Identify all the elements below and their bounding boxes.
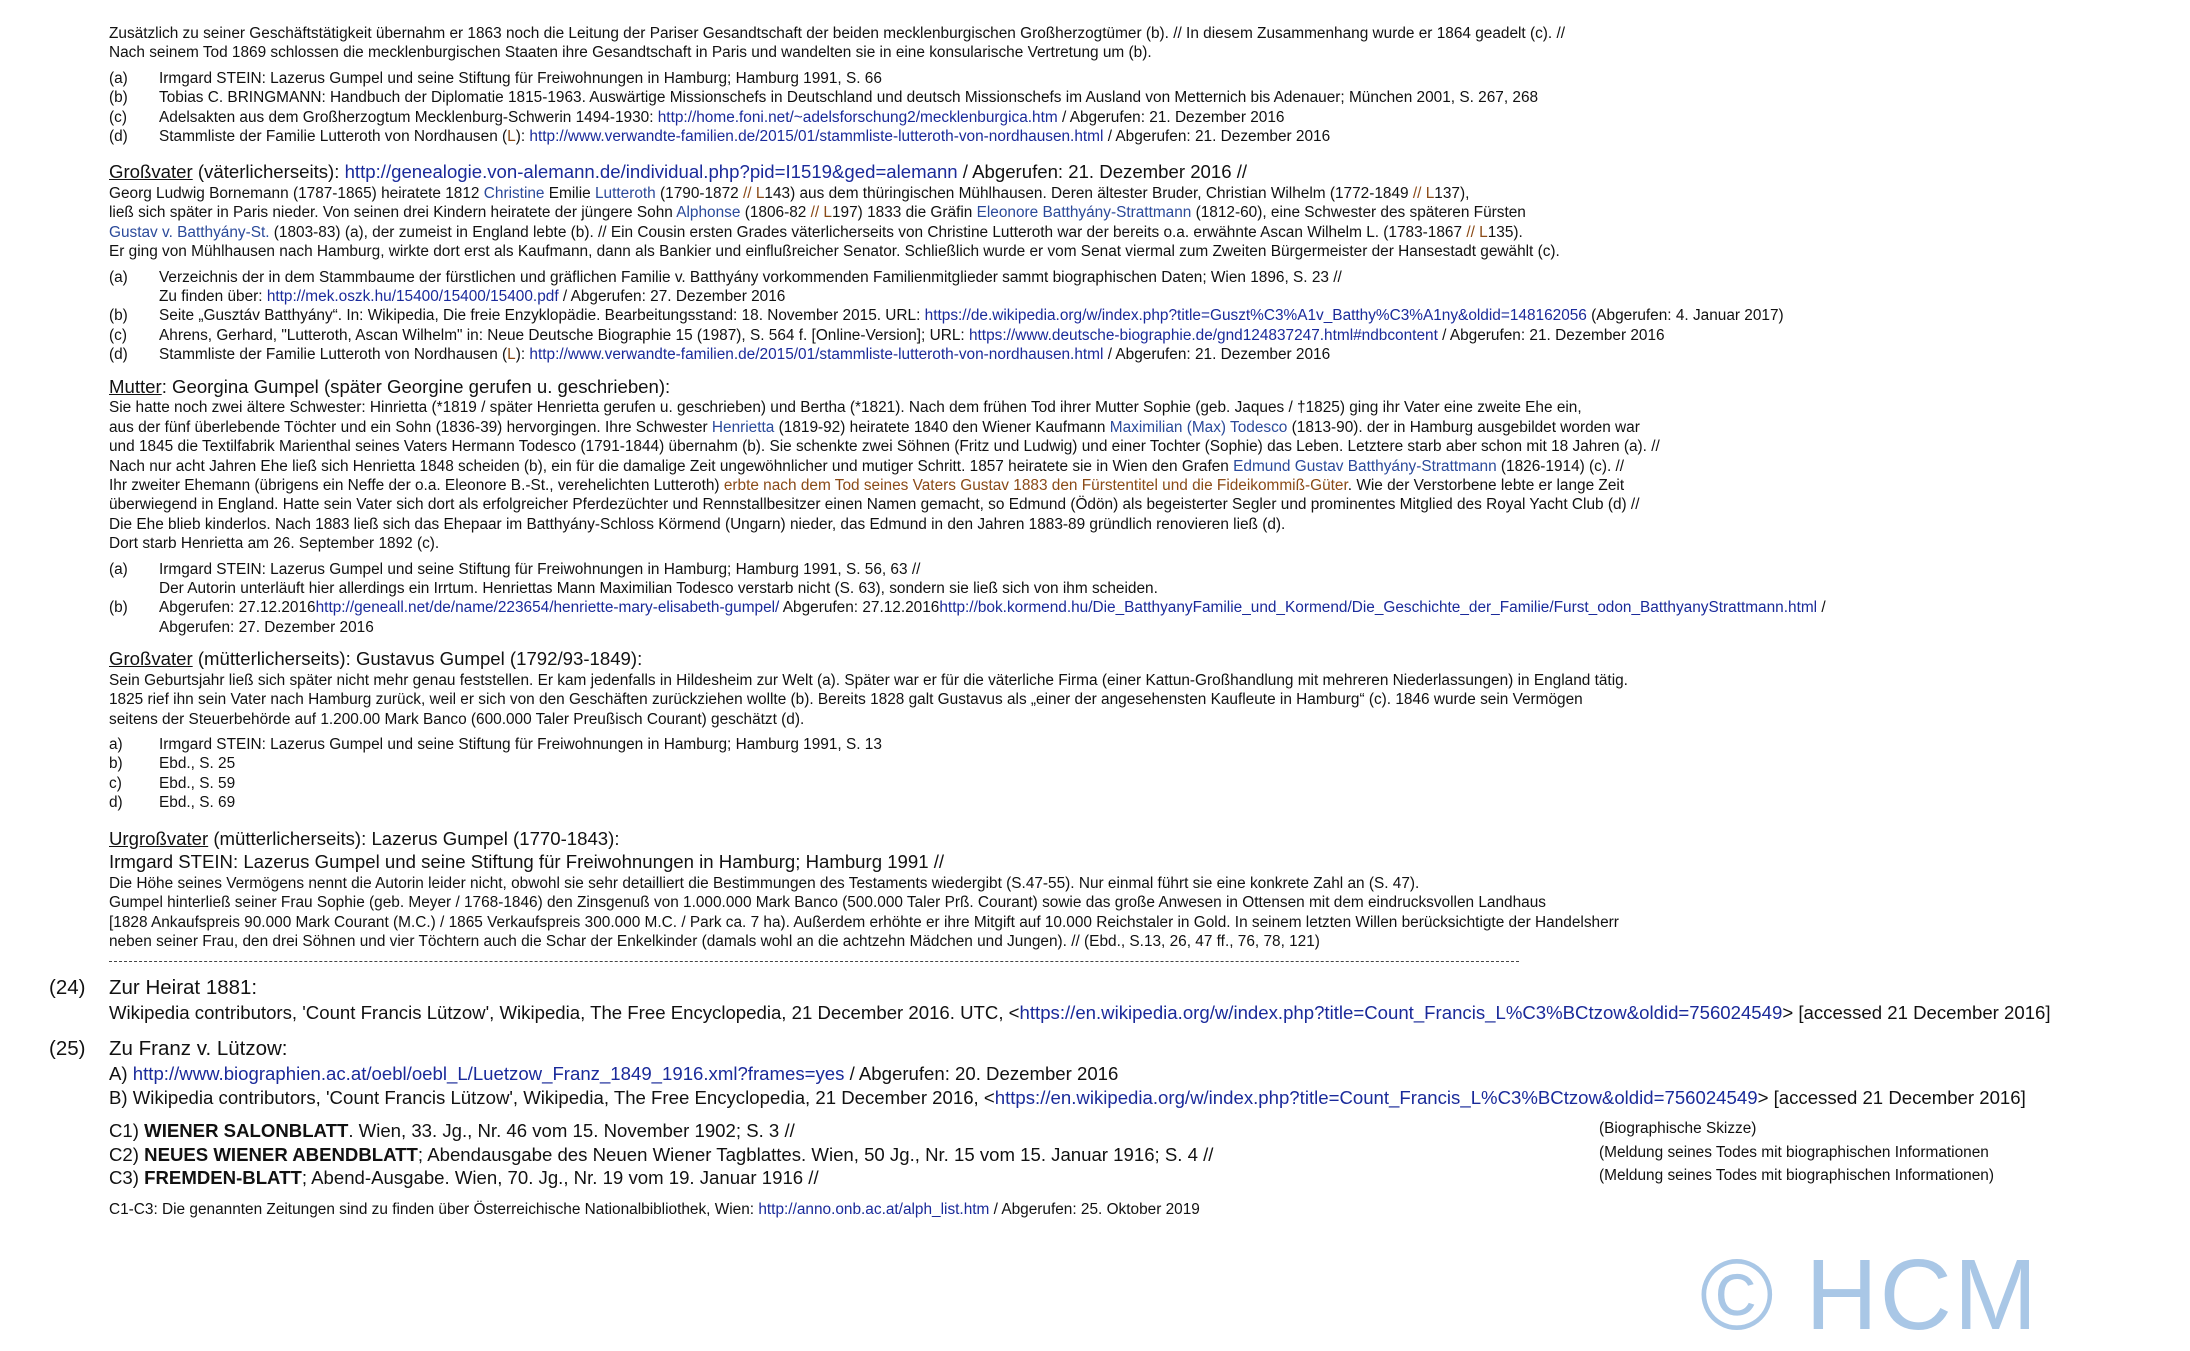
section-heading-grossvater-muetterlich: Großvater (mütterlicherseits): Gustavus Gumpel (1792/93-1849): (109, 648, 643, 670)
intro-paragraph (109, 24, 2179, 63)
citation-note: (Meldung seines Todes mit biographischen Informationen) (1599, 1167, 1994, 1185)
reference-item: b) Ebd., S. 25 (109, 755, 236, 773)
section-title: Zur Heirat 1881: (109, 976, 258, 1000)
reference-link[interactable]: http://home.foni.net/~adelsforschung2/mecklenburgica.htm (657, 108, 1058, 126)
genealogy-link[interactable]: http://genealogie.von-alemann.de/individual.php?pid=I1519&ged=alemann (344, 161, 958, 183)
section-heading-urgrossvater: Urgroßvater (mütterlicherseits): Lazerus Gumpel (1770-1843): (109, 827, 620, 849)
reference-item: (d) Stammliste der Familie Lutteroth von Nordhausen (L): http://www.verwandte-familien.de/2015/01/stammliste-lutteroth-von-nordhausen.html / Abgerufen: 21. Dezember 2016 (109, 128, 1331, 146)
person-link[interactable]: Maximilian (Max) Todesco (1109, 418, 1288, 436)
section-25 (49, 1035, 2179, 1062)
intro-line: Zusätzlich zu seiner Geschäftstätigkeit übernahm er 1863 noch die Leitung der Pariser Gesandtschaft der beiden mecklenburgischen Großherzogtümer (b). // In diesem Zusammenhang wurde er 1864 geadelt (c). // (109, 25, 1566, 42)
wikipedia-link[interactable]: https://en.wikipedia.org/w/index.php?title=Count_Francis_L%C3%BCtzow&oldid=756024549 (1019, 1002, 1783, 1024)
section-24-citation: Wikipedia contributors, 'Count Francis Lützow', Wikipedia, The Free Encyclopedia, 21 December 2016. UTC, <https://en.wikipedia.org/w/index.php?title=Count_Francis_L%C3%BCtzow&oldid=756024549> [accessed 21 December 2016] (109, 1002, 2051, 1024)
reference-link[interactable]: http://bok.kormend.hu/Die_BatthyanyFamilie_und_Kormend/Die_Geschichte_der_Familie/Furst_odon_BatthyanyStrattmann.html (939, 599, 1818, 617)
mutter-references: (a) Irmgard STEIN: Lazerus Gumpel und seine Stiftung für Freiwohnungen in Hamburg; Hamburg 1991, S. 56, 63 // Der Autorin unterläuft hier allerdings ein Irrtum. Henriettas Mann Maximilian Todesco verstarb nicht (S. 63), sondern sie ließ sich von ihm scheiden. (b) Abgerufen: 27.12.2016http://geneall.net/de/name/223654/henriette-mary-elisabeth-gumpel/ Abgerufen: 27.12.2016http://bok.kormend.hu/Die_BatthyanyFamilie_und_Kormend/Die_Geschichte_der_Familie/Furst_odon_BatthyanyStrattmann.html / Abgerufen: 27. Dezember 2016 (109, 560, 2179, 638)
reference-item: (a) Irmgard STEIN: Lazerus Gumpel und seine Stiftung für Freiwohnungen in Hamburg; Hamburg 1991, S. 56, 63 // (109, 560, 921, 578)
reference-link[interactable]: http://mek.oszk.hu/15400/15400/15400.pdf (266, 288, 559, 306)
reference-item: (c) Ahrens, Gerhard, "Lutteroth, Ascan Wilhelm" in: Neue Deutsche Biographie 15 (1987), S. 564 f. [Online-Version]; URL: https://www.deutsche-biographie.de/gnd124837247.html#ndbcontent / Abgerufen: 21. Dezember 2016 (109, 326, 1665, 344)
reference-link[interactable]: http://www.verwandte-familien.de/2015/01/stammliste-lutteroth-von-nordhausen.html (529, 128, 1104, 146)
reference-item: c) Ebd., S. 59 (109, 774, 236, 792)
intro-line: Nach seinem Tod 1869 schlossen die mecklenburgischen Staaten ihre Gesandtschaft in Paris und wandelten sie in eine konsularische Vertretung um (b). (109, 44, 1152, 62)
copyright-watermark: © HCM (1700, 1239, 2040, 1351)
reference-item: (c) Adelsakten aus dem Großherzogtum Mecklenburg-Schwerin 1494-1930: http://home.foni.net/~adelsforschung2/mecklenburgica.htm / Abgerufen: 21. Dezember 2016 (109, 108, 1285, 126)
person-link[interactable]: Edmund Gustav Batthyány-Strattmann (1233, 457, 1497, 475)
reference-link[interactable]: https://de.wikipedia.org/w/index.php?title=Guszt%C3%A1v_Batthy%C3%A1ny&oldid=148162056 (924, 307, 1587, 325)
newspaper-citation: C3) FREMDEN-BLATT; Abend-Ausgabe. Wien, 70. Jg., Nr. 19 vom 19. Januar 1916 // (Meldung seines Todes mit biographischen Informationen) (109, 1167, 1994, 1189)
document-page (49, 24, 2179, 1219)
section-heading-mutter: Mutter: Georgina Gumpel (später Georgine gerufen u. geschrieben): (109, 375, 671, 397)
reference-item: a) Irmgard STEIN: Lazerus Gumpel und seine Stiftung für Freiwohnungen in Hamburg; Hamburg 1991, S. 13 (109, 735, 882, 753)
reference-item: (b) Seite „Gusztáv Batthyány“. In: Wikipedia, Die freie Enzyklopädie. Bearbeitungsstand: 18. November 2015. URL: https://de.wikipedia.org/w/index.php?title=Guszt%C3%A1v_Batthy%C3%A1ny&oldid=148162056 (Abgerufen: 4. Januar 2017) (109, 307, 1784, 325)
person-link[interactable]: Henrietta (711, 418, 775, 436)
dashed-separator (109, 961, 1519, 962)
mutter-text: Sie hatte noch zwei ältere Schwester: Hinrietta (*1819 / später Henrietta gerufen u. geschrieben) und Bertha (*1821). Nach dem frühen Tod ihrer Mutter Sophie (geb. Jaques / †1825) ging ihr Vater eine zweite Ehe ein, aus der fünf überlebende Töchter und ein Sohn (1836-39) hervorgingen. Ihre Schwester Henrietta (1819-92) heiratete 1840 den Wiener Kaufmann Maximilian (Max) Todesco (1813-90). der in Hamburg ausgebildet worden war und 1845 die Textilfabrik Marienthal seines Vaters Hermann Todesco (1791-1844) übernahm (b). Sie schenkte zwei Söhnen (Fritz und Ludwig) und einer Tochter (Sophie) das Leben. Letztere starb aber schon mit 18 Jahren (a). // Nach nur acht Jahren Ehe ließ sich Henrietta 1848 scheiden (b), ein für die damalige Zeit ungewöhnlicher und mutiger Schritt. 1857 heiratete sie in Wien den Grafen Edmund Gustav Batthyány-Strattmann (1826-1914) (c). // Ihr zweiter Ehemann (übrigens ein Neffe der o.a. Eleonore B.-St., verehelichten Lutteroth) erbte nach dem Tod seines Vaters Gustav 1883 den Fürstentitel und die Fideikommiß-Güter. Wie der Verstorbene lebte er lange Zeit überwiegend in England. Hatte sein Vater sich dort als erfolgreicher Pferdezüchter und Rennstallbesitzer einen Namen gemacht, so Edmund (Ödön) als begeisterter Segler und prominentes Mitglied des Royal Yacht Club (d) // Die Ehe blieb kinderlos. Nach 1883 ließ sich das Ehepaar im Batthyány-Schloss Körmend (Ungarn) nieder, das Edmund in den Jahren 1883-89 gründlich renovieren ließ (d). Dort starb Henrietta am 26. September 1892 (c). (109, 399, 1660, 553)
newspaper-citation: C2) NEUES WIENER ABENDBLATT; Abendausgabe des Neuen Wiener Tagblattes. Wien, 50 Jg., Nr. 15 vom 15. Januar 1916; S. 4 // (Meldung seines Todes mit biographischen Informationen (109, 1143, 1989, 1165)
grossvater-vaeterlich-text: Georg Ludwig Bornemann (1787-1865) heiratete 1812 Christine Emilie Lutteroth (1790-1872 // L143) aus dem thüringischen Mühlhausen. Deren ältester Bruder, Christian Wilhelm (1772-1849 // L137), ließ sich später in Paris nieder. Von seinen drei Kindern heiratete der jüngere Sohn Alphonse (1806-82 // L197) 1833 die Gräfin Eleonore Batthyány-Strattmann (1812-60), eine Schwester des späteren Fürsten Gustav v. Batthyány-St. (1803-83) (a), der zumeist in England lebte (b). // Ein Cousin ersten Grades väterlicherseits von Christine Lutteroth war der bereits o.a. erwähnte Ascan Wilhelm L. (1783-1867 // L135). Er ging von Mühlhausen nach Hamburg, wirkte dort erst als Kaufmann, dann als Bankier und einflußreicher Senator. Schließlich wurde er vom Senat viermal zum Zweiten Bürgermeister der Hansestadt gewählt (c). (109, 185, 1560, 261)
person-link[interactable]: Alphonse (676, 204, 741, 222)
reference-link[interactable]: http://www.verwandte-familien.de/2015/01/stammliste-lutteroth-von-nordhausen.html (529, 346, 1104, 364)
section-24 (49, 974, 2179, 1001)
section-number: (25) (49, 1037, 86, 1060)
reference-item: (a) Verzeichnis der in dem Stammbaume der fürstlichen und gräflichen Familie v. Batthyány vorkommenden Familienmitglieder sammt biographischen Daten; Wien 1896, S. 23 // (109, 268, 1342, 286)
citation-note: (Meldung seines Todes mit biographischen Informationen (1599, 1143, 1989, 1161)
reference-item: d) Ebd., S. 69 (109, 794, 236, 812)
person-link[interactable]: Christine (483, 185, 545, 203)
section-title: Zu Franz v. Lützow: (109, 1037, 288, 1060)
person-link[interactable]: Gustav v. Batthyány-St. (109, 223, 270, 241)
section-number: (24) (49, 976, 86, 1000)
urgrossvater-source: Irmgard STEIN: Lazerus Gumpel und seine Stiftung für Freiwohnungen in Hamburg; Hamburg 1991 // (109, 851, 945, 873)
grossvater-muetterlich-references (109, 735, 2179, 813)
reference-link[interactable]: https://www.deutsche-biographie.de/gnd124837247.html#ndbcontent (968, 326, 1438, 344)
grossvater-vaeterlich-references: (a) Verzeichnis der in dem Stammbaume der fürstlichen und gräflichen Familie v. Batthyány vorkommenden Familienmitglieder sammt biographischen Daten; Wien 1896, S. 23 // Zu finden über: http://mek.oszk.hu/15400/15400/15400.pdf / Abgerufen: 27. Dezember 2016 (b) Seite „Gusztáv Batthyány“. In: Wikipedia, Die freie Enzyklopädie. Bearbeitungsstand: 18. November 2015. URL: https://de.wikipedia.org/w/index.php?title=Guszt%C3%A1v_Batthy%C3%A1ny&oldid=148162056 (Abgerufen: 4. Januar 2017) (c) Ahrens, Gerhard, "Lutteroth, Ascan Wilhelm" in: Neue Deutsche Biographie 15 (1987), S. 564 f. [Online-Version]; URL: https://www.deutsche-biographie.de/gnd124837247.html#ndbcontent / Abgerufen: 21. Dezember 2016 (d) Stammliste der Familie Lutteroth von Nordhausen (L): http://www.verwandte-familien.de/2015/01/stammliste-lutteroth-von-nordhausen.html / Abgerufen: 21. Dezember 2016 (109, 268, 2179, 365)
person-link[interactable]: Eleonore Batthyány-Strattmann (976, 204, 1192, 222)
newspaper-source-note: C1-C3: Die genannten Zeitungen sind zu finden über Österreichische Nationalbibliothek, Wien: http://anno.onb.ac.at/alph_list.htm / Abgerufen: 25. Oktober 2019 (109, 1200, 1200, 1218)
reference-item: (a) Irmgard STEIN: Lazerus Gumpel und seine Stiftung für Freiwohnungen in Hamburg; Hamburg 1991, S. 66 (109, 69, 882, 87)
citation-note: (Biographische Skizze) (1599, 1120, 1757, 1138)
reference-item: (b) Tobias C. BRINGMANN: Handbuch der Diplomatie 1815-1963. Auswärtige Missionschefs in Deutschland und deutsch Missionschefs im Ausland von Metternich bis Adenauer; München 2001, S. 267, 268 (109, 89, 1539, 107)
intro-references (109, 69, 2179, 147)
person-link[interactable]: Lutteroth (594, 185, 656, 203)
reference-item: (d) Stammliste der Familie Lutteroth von Nordhausen (L): http://www.verwandte-familien.de/2015/01/stammliste-lutteroth-von-nordhausen.html / Abgerufen: 21. Dezember 2016 (109, 346, 1331, 364)
reference-item: (b) Abgerufen: 27.12.2016http://geneall.net/de/name/223654/henriette-mary-elisabeth-gumpel/ Abgerufen: 27.12.2016http://bok.kormend.hu/Die_BatthyanyFamilie_und_Kormend/Die_Geschichte_der_Familie/Furst_odon_BatthyanyStrattmann.html / (109, 599, 1826, 617)
biography-link[interactable]: http://www.biographien.ac.at/oebl/oebl_L/Luetzow_Franz_1849_1916.xml?frames=yes (132, 1063, 845, 1084)
wikipedia-link[interactable]: https://en.wikipedia.org/w/index.php?title=Count_Francis_L%C3%BCtzow&oldid=756024549 (994, 1086, 1758, 1108)
anno-link[interactable]: http://anno.onb.ac.at/alph_list.htm (758, 1200, 990, 1218)
urgrossvater-text: Die Höhe seines Vermögens nennt die Autorin leider nicht, obwohl sie sehr detailliert die Bestimmungen des Testaments wiedergibt (S.47-55). Nur einmal führt sie eine konkrete Zahl an (S. 47). Gumpel hinterließ seiner Frau Sophie (geb. Meyer / 1768-1846) den Zinsgenuß von 1.000.000 Mark Banco (500.000 Taler Prß. Courant) sowie das große Anwesen in Ottensen mit dem eindrucksvollen Landhaus [1828 Ankaufspreis 90.000 Mark Courant (M.C.) / 1865 Verkaufspreis 300.000 M.C. / Park ca. 7 ha). Außerdem erhöhte er ihre Mitgift auf 10.000 Reichstaler in Gold. In seinem letzten Willen berücksichtigte der Handelsherr neben seiner Frau, den drei Söhnen und vier Töchtern auch die Schar der Enkelkinder (damals wohl an die achtzehn Mädchen und Jungen). // (Ebd., S.13, 26, 47 ff., 76, 78, 121) (109, 874, 1619, 950)
reference-link[interactable]: http://geneall.net/de/name/223654/henriette-mary-elisabeth-gumpel/ (315, 599, 780, 617)
grossvater-muetterlich-text: Sein Geburtsjahr ließ sich später nicht mehr genau feststellen. Er kam jedenfalls in Hildesheim zur Welt (a). Später war er für die väterliche Firma (einer Kattun-Großhandlung mit mehreren Niederlassungen) in England tätig. 1825 rief ihn sein Vater nach Hamburg zurück, weil er sich von den Geschäften zurückziehen wollte (b). Bereits 1828 galt Gustavus als „einer der angesehensten Kaufleute in Hamburg“ (c). 1846 wurde sein Vermögen seitens der Steuerbehörde auf 1.200.00 Mark Banco (600.000 Taler Preußisch Courant) geschätzt (d). (109, 671, 1628, 728)
section-heading-grossvater-vaeterlich: Großvater (väterlicherseits): http://genealogie.von-alemann.de/individual.php?pid=I1519&ged=alemann / Abgerufen: 21. Dezember 2016 // (109, 161, 1248, 183)
section-25-citation-b: B) Wikipedia contributors, 'Count Francis Lützow', Wikipedia, The Free Encyclopedia, 21 December 2016, <https://en.wikipedia.org/w/index.php?title=Count_Francis_L%C3%BCtzow&oldid=756024549> [accessed 21 December 2016] (109, 1086, 2026, 1108)
newspaper-citation: C1) WIENER SALONBLATT. Wien, 33. Jg., Nr. 46 vom 15. November 1902; S. 3 // (Biographische Skizze) (109, 1120, 1757, 1142)
section-25-citation-a: A) http://www.biographien.ac.at/oebl/oebl_L/Luetzow_Franz_1849_1916.xml?frames=yes / Abgerufen: 20. Dezember 2016 (109, 1063, 1119, 1084)
